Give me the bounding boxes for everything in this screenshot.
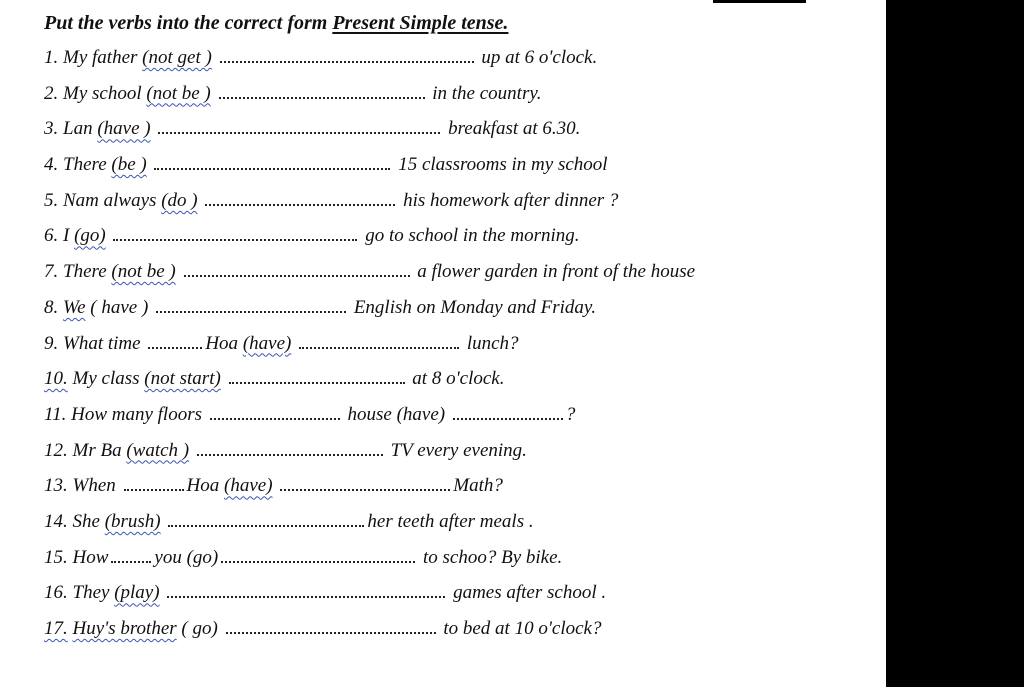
title-lead: Put the verbs into the correct form	[44, 12, 333, 34]
exercise-item	[44, 326, 880, 362]
item-number: 11.	[44, 403, 67, 425]
item-verb: (have )	[97, 118, 151, 140]
item-number: 16.	[44, 582, 68, 604]
answer-blank[interactable]	[220, 55, 474, 63]
answer-blank[interactable]	[221, 555, 415, 563]
item-subject: Huy's brother	[72, 618, 177, 639]
item-after: ?	[565, 403, 576, 425]
item-after: to bed at 10 o'clock?	[443, 618, 602, 639]
answer-blank[interactable]	[299, 341, 459, 349]
item-verb: (brush)	[104, 510, 161, 532]
item-subject: My school	[63, 82, 142, 104]
item-after: up at 6 o'clock.	[481, 47, 598, 68]
item-part-1: How	[72, 546, 109, 568]
answer-blank[interactable]	[229, 376, 405, 384]
item-number: 1.	[44, 47, 59, 68]
item-number: 10.	[44, 368, 68, 390]
exercise-item	[44, 290, 880, 326]
item-number: 9.	[44, 332, 59, 354]
item-after: English on Monday and Friday.	[353, 296, 597, 318]
answer-blank[interactable]	[148, 341, 202, 349]
exercise-document	[44, 6, 880, 647]
item-after: his homework after dinner ?	[403, 189, 619, 211]
exercise-item	[44, 468, 880, 504]
item-verb: (play)	[114, 582, 160, 604]
exercise-item	[44, 361, 880, 397]
item-subject: She	[72, 510, 100, 532]
item-after: 15 classrooms in my school	[398, 154, 608, 176]
item-subject: Nam always	[63, 189, 157, 211]
item-number: 7.	[44, 261, 59, 283]
answer-blank[interactable]	[111, 555, 151, 563]
item-number: 13.	[44, 475, 68, 497]
exercise-item	[44, 218, 880, 254]
answer-blank[interactable]	[167, 590, 445, 598]
answer-blank[interactable]	[197, 448, 383, 456]
exercise-title	[44, 6, 880, 40]
item-subject: They	[72, 582, 110, 604]
item-after: at 8 o'clock.	[412, 368, 505, 390]
answer-blank[interactable]	[154, 162, 390, 170]
item-number: 17.	[44, 618, 68, 639]
item-number: 8.	[44, 296, 59, 318]
exercise-item	[44, 76, 880, 112]
item-number: 5.	[44, 189, 59, 211]
item-verb: (not be )	[146, 82, 211, 104]
answer-blank[interactable]	[280, 483, 450, 491]
exercise-item	[44, 397, 880, 433]
exercise-item	[44, 504, 880, 540]
answer-blank[interactable]	[124, 483, 184, 491]
title-emphasis: Present Simple tense.	[332, 12, 509, 34]
answer-blank[interactable]	[219, 91, 425, 99]
exercise-item	[44, 540, 880, 576]
exercise-item	[44, 611, 880, 647]
item-number: 6.	[44, 225, 59, 247]
item-after: Math?	[453, 475, 503, 497]
item-after: go to school in the morning.	[365, 225, 580, 247]
item-part-2: you (go)	[154, 546, 219, 568]
item-number: 2.	[44, 82, 59, 104]
exercise-item	[44, 254, 880, 290]
answer-blank[interactable]	[210, 412, 340, 420]
item-part-2: house (have)	[347, 403, 446, 425]
item-after: her teeth after meals .	[367, 510, 534, 532]
item-verb: (have)	[242, 332, 292, 354]
item-subject: Mr Ba	[72, 439, 122, 461]
answer-blank[interactable]	[168, 519, 364, 527]
answer-blank[interactable]	[184, 269, 410, 277]
item-after: to schoo? By bike.	[423, 546, 563, 568]
answer-blank[interactable]	[158, 126, 440, 134]
item-verb: (watch )	[126, 439, 190, 461]
item-subject: My father	[63, 47, 138, 68]
item-part-2: Hoa	[205, 332, 239, 354]
item-subject: We	[63, 296, 86, 318]
item-number: 3.	[44, 118, 59, 140]
item-verb: (be )	[111, 154, 147, 176]
top-rule	[713, 0, 806, 3]
item-verb: (not be )	[111, 261, 176, 283]
item-number: 12.	[44, 439, 68, 461]
answer-blank[interactable]	[205, 198, 395, 206]
exercise-list	[44, 40, 880, 647]
exercise-item	[44, 40, 880, 76]
item-part-1: How many floors	[71, 403, 202, 425]
item-verb: (not get )	[142, 47, 212, 68]
answer-blank[interactable]	[453, 412, 563, 420]
answer-blank[interactable]	[113, 233, 357, 241]
item-subject: There	[63, 154, 107, 176]
item-verb: ( go)	[181, 618, 218, 639]
exercise-item	[44, 575, 880, 611]
item-verb: ( have )	[90, 296, 149, 318]
item-number: 14.	[44, 510, 68, 532]
item-verb: (have)	[224, 475, 273, 497]
item-part-1: What time	[63, 332, 141, 354]
answer-blank[interactable]	[226, 626, 436, 634]
item-verb: (not start)	[144, 368, 221, 390]
item-subject: My class	[72, 368, 140, 390]
item-after: TV every evening.	[390, 439, 527, 461]
item-after: games after school .	[453, 582, 607, 604]
exercise-item	[44, 433, 880, 469]
item-after: lunch?	[466, 332, 519, 354]
exercise-item	[44, 183, 880, 219]
item-subject: There	[63, 261, 107, 283]
item-after: a flower garden in front of the house	[417, 261, 696, 283]
item-number: 4.	[44, 154, 59, 176]
item-verb: (go)	[74, 225, 106, 247]
item-part-1: When	[72, 475, 116, 497]
item-after: breakfast at 6.30.	[448, 118, 581, 140]
item-subject: Lan	[63, 118, 93, 140]
answer-blank[interactable]	[156, 305, 346, 313]
exercise-item	[44, 147, 880, 183]
item-verb: (do )	[161, 189, 198, 211]
item-part-2: Hoa	[186, 475, 220, 497]
item-after: in the country.	[432, 82, 542, 104]
item-number: 15.	[44, 546, 68, 568]
exercise-item	[44, 111, 880, 147]
item-subject: I	[63, 225, 70, 247]
